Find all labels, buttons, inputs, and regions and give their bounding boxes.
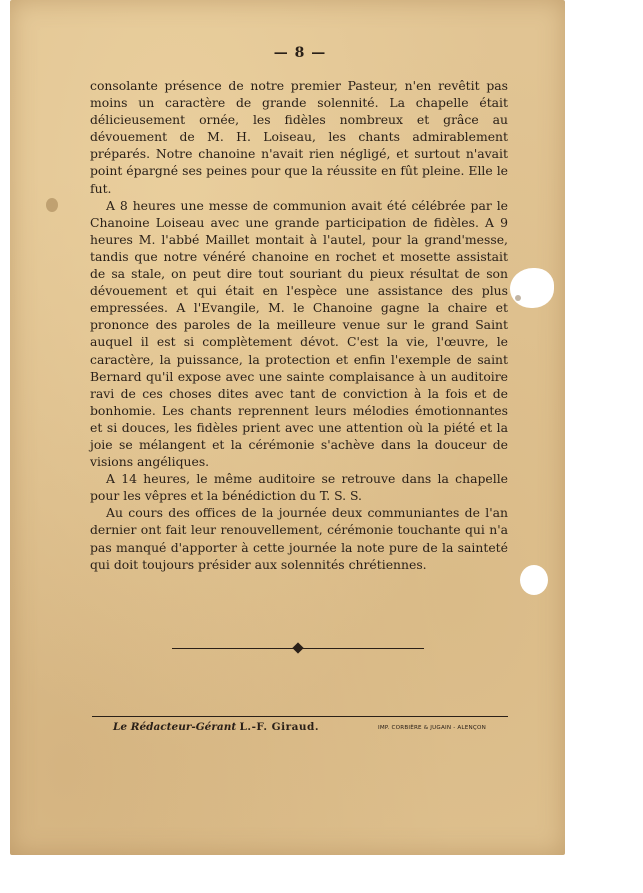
page-number: — 8 — (273, 45, 327, 61)
article-body (90, 77, 508, 573)
paper-stain (515, 295, 521, 301)
printer-imprint: IMP. CORBIÈRE & JUGAIN - ALENÇON (378, 725, 486, 731)
paragraph: A 14 heures, le même auditoire se retrouve dans la chapelle pour les vêpres et la bénédiction du T. S. S. (90, 471, 508, 504)
footer-editor (113, 721, 319, 733)
paper-stain (46, 198, 58, 212)
paper-hole (520, 565, 548, 595)
paragraph: consolante présence de notre premier Pasteur, n'en revêtit pas moins un caractère de grande solennité. La chapelle était délicieusement ornée, les fidèles nombreux et grâce au dévouement de M. H. Loiseau, les chants admirablement préparés. Notre chanoine n'avait rien négligé, et surtout n'avait point épargné ses peines pour que la réussite en fût pleine. Elle le fut. (90, 78, 508, 196)
paragraph: A 8 heures une messe de communion avait été célébrée par le Chanoine Loiseau avec une grande participation de fidèles. A 9 heures M. l'abbé Maillet montait à l'autel, pour la grand'messe, tandis que notre vénéré chanoine en rochet et mosette assistait de sa stale, on peut dire tout souriant du pieux résultat de son dévouement et qui était en l'espèce une assistance des plus empressées. A l'Evangile, M. le Chanoine gagne la chaire et prononce des paroles de la meilleure venue sur le grand Saint auquel il est si complètement dévot. C'est la vie, l'œuvre, le caractère, la puissance, la protection et enfin l'exemple de saint Bernard qu'il expose avec une sainte complaisance à un auditoire ravi de ces choses dites avec tant de conviction à la fois et de bonhomie. Les chants reprennent leurs mélodies émotionnantes et si douces, les fidèles prient avec une attention où la piété et la joie se mélangent et la cérémonie s'achève dans la douceur de visions angéliques. (90, 197, 508, 470)
editor-role: Le Rédacteur-Gérant (113, 721, 237, 733)
editor-name: L.-F. Giraud. (239, 721, 320, 733)
paper-hole (510, 268, 554, 308)
paragraph: Au cours des offices de la journée deux communiantes de l'an dernier ont fait leur renouvellement, cérémonie touchante qui n'a pas manqué d'apporter à cette journée la note pure de la sainteté qui doit toujours présider aux solennités chrétiennes. (90, 505, 508, 572)
footer-rule (92, 716, 508, 717)
